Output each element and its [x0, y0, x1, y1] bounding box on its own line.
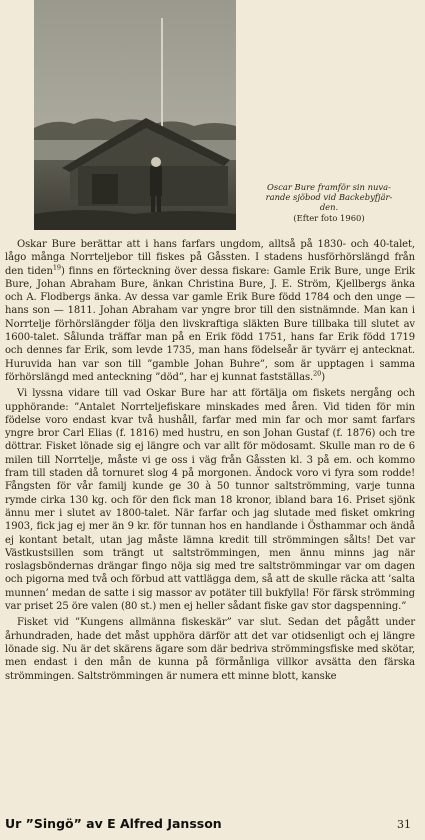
photo-image	[34, 0, 236, 230]
footnote-ref: 19	[52, 263, 61, 272]
source-attribution: Ur ”Singö” av E Alfred Jansson	[5, 816, 222, 831]
paragraph-text: )	[321, 371, 325, 383]
paragraph-text: ) finns en förteckning över dessa fiskare: Gamle Erik Bure, unge Erik Bure, Johan Abraham Bure, änkan Christina Bure, J. E. Ström, Kjellbergs änka och A. Flodbergs änka. Av dessa var gamle Erik Bure född 1784 och den unge — hans son — 1811. Johan Abraham var yngre bror till den sistnämnde. Man kan i Norrtelje förhörslängder följa den livskraftiga släkten Bure tillbaka till slutet av 1600-talet. Sålunda träffar man på en Erik född 1751, hans far Erik född 1719 och dennes far Erik, som levde 1735, man hans födelseår är tyvärr ej antecknat. Huruvida han var son till ”gamble Johan Buhre”, som är upptagen i samma förhörslängd med anteckning ”död”, har ej kunnat fastställas.	[5, 265, 416, 383]
paragraph: Fisket vid ”Kungens allmänna fiskeskär” var slut. Sedan det pågått under århundraden, hade det måst upphöra därför att det var otidsenligt och ej längre lönade sig. Nu är det skärens ägare som där bedriva strömmingsfiske med skötar, men endast i den mån de kunna på förmånliga villkor avsätta den färska strömmingen. Saltströmmingen är numera ett minne blott, kanske	[5, 617, 415, 682]
photograph-boathouse	[34, 0, 236, 230]
page-number: 31	[397, 818, 411, 831]
photo-caption	[244, 182, 414, 223]
caption-line: rande sjöbod vid Backebyfjär-	[265, 192, 393, 203]
footnote-ref: 20	[313, 369, 322, 378]
caption-line: Oscar Bure framför sin nuva-	[267, 182, 391, 192]
caption-line: den.	[319, 202, 339, 213]
paragraph-text: Oskar Bure berättar att i hans farfars ungdom, alltså på 1830- och 40-talet, lågo många Norrteljebor till fiskes på Gåssten. I stadens husförhörslängd från den tiden	[5, 239, 415, 277]
paragraph: Vi lyssna vidare till vad Oskar Bure har att förtälja om fiskets nergång och upphörande: ”Antalet Norrteljefiskare minskades med åren. Vid tiden för min födelse voro endast kvar två hushåll, farfar med min far och mor samt farfars yngre bror Carl Elias (f. 1816) med hustru, en son Johan Gustaf (f. 1876) och tre döttrar. Fisket lönade sig ej längre och var allt för mödosamt. Skulle man ro de 6 milen till Norrtelje, måste vi ge oss i väg från Gåssten kl. 3 på em. och kommo fram till staden då tornuret slog 4 på morgonen. Ändock voro vi fyra som rodde! Fångsten för vår familj kunde ge 30 à 50 tunnor saltströmming, varje tunna rymde cirka 130 kg. och för den fick man 18 kronor, ibland bara 16. Priset sjönk ännu mer i slutet av 1800-talet. När farfar och jag slutade med fisket omkring 1903, fick jag ej mer än 9 kr. för tunnan hos en handlande i Östhammar och ändå ej kontant betalt, utan jag måste lämna kredit till strömmingen sålts! Det var Västkustsillen som trängt ut saltströmmingen, men ännu minns jag när roslagsböndernas drängar fingo nöja sig med tre saltströmmingar var om dagen och pigorna med två och förbud att vattlägga dem, så att de skulle räcka att ’salta munnen’ medan de satte i sig massor av potäter till bukfylla! För färsk strömming var priset 25 öre valen (80 st.) men ej heller sådant fiske gav stor dagspenning.”	[5, 388, 415, 613]
body-text	[5, 238, 415, 683]
paragraph	[5, 238, 415, 384]
caption-credit: (Efter foto 1960)	[293, 212, 365, 223]
